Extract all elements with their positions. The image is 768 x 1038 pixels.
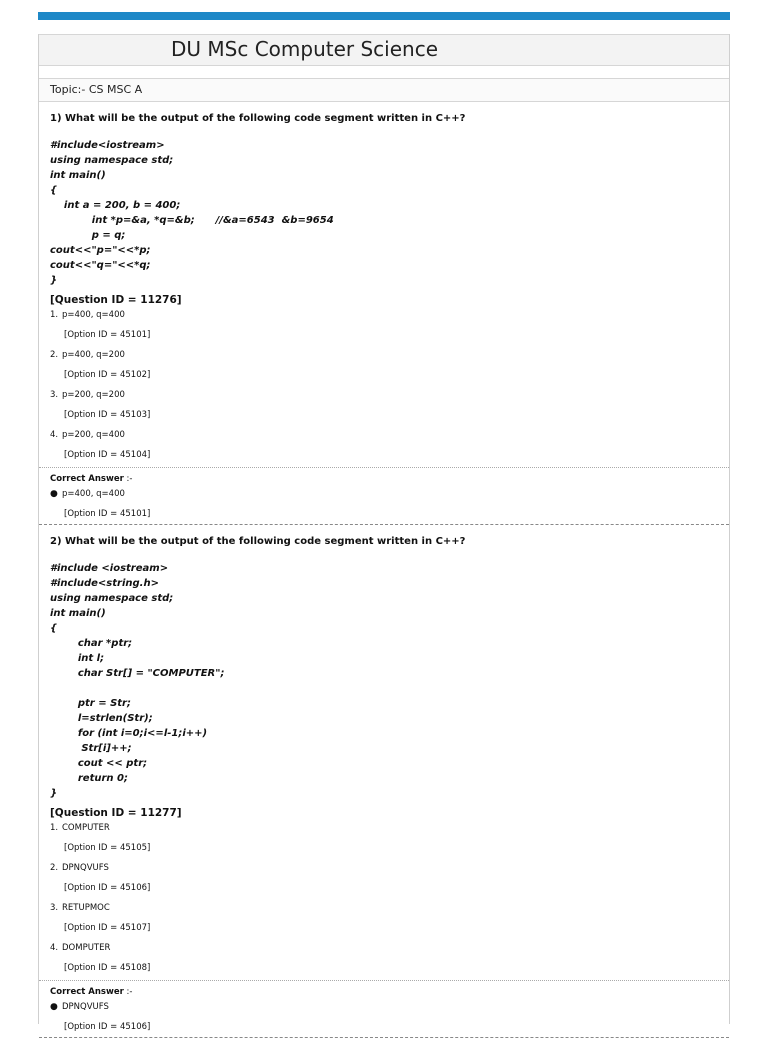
spacer — [39, 66, 729, 79]
answer-label-suffix: :- — [123, 987, 133, 997]
option-number: 4. — [50, 430, 59, 440]
option-item — [50, 822, 719, 854]
correct-answer — [50, 1001, 719, 1013]
option-number: 3. — [50, 390, 59, 400]
option-id: [Option ID = 45101] — [64, 330, 151, 340]
option-item — [50, 309, 719, 341]
option-item — [50, 862, 719, 894]
option-text: COMPUTER — [62, 823, 110, 833]
code-block: #include <iostream> #include<string.h> using namespace std; int main() { char *ptr; int l; char Str[] = "COMPUTER"; ptr = Str; l=strlen(Str); for (int i=0;i<=l-1;i++) Str[i]++; cout << ptr; return 0; } — [50, 563, 225, 799]
option-item — [50, 942, 719, 974]
correct-answer-option-id: [Option ID = 45106] — [64, 1022, 151, 1032]
divider — [39, 980, 729, 981]
question-heading: 1) What will be the output of the following code segment written in C++? — [50, 113, 466, 124]
option-list — [50, 822, 719, 974]
option-text: DOMPUTER — [62, 943, 111, 953]
bullet-icon: ● — [50, 1002, 58, 1012]
option-text: DPNQVUFS — [62, 863, 109, 873]
correct-answer-label — [50, 473, 719, 485]
correct-answer-label — [50, 986, 719, 998]
option-id: [Option ID = 45105] — [64, 843, 151, 853]
bullet-icon: ● — [50, 489, 58, 499]
option-id: [Option ID = 45103] — [64, 410, 151, 420]
option-item — [50, 349, 719, 381]
question-id: [Question ID = 11276] — [50, 294, 182, 306]
option-number: 1. — [50, 823, 59, 833]
top-accent-bar — [38, 12, 730, 20]
question-heading: 2) What will be the output of the following code segment written in C++? — [50, 536, 466, 547]
option-number: 3. — [50, 903, 59, 913]
question-sheet — [38, 34, 730, 1032]
question-separator — [39, 524, 729, 525]
correct-answer — [50, 488, 719, 500]
code-block: #include<iostream> using namespace std; int main() { int a = 200, b = 400; int *p=&a, *q=&b; //&a=6543 &b=9654 p = q; cout<<"p="<<*p; cout<<"q="<<*q; } — [50, 140, 334, 286]
option-text: RETUPMOC — [62, 903, 110, 913]
option-id: [Option ID = 45102] — [64, 370, 151, 380]
question-id: [Question ID = 11277] — [50, 807, 182, 819]
option-item — [50, 389, 719, 421]
option-id: [Option ID = 45107] — [64, 923, 151, 933]
option-number: 2. — [50, 863, 59, 873]
option-list — [50, 309, 719, 461]
option-id: [Option ID = 45106] — [64, 883, 151, 893]
option-id: [Option ID = 45104] — [64, 450, 151, 460]
option-number: 4. — [50, 943, 59, 953]
correct-answer-option-id: [Option ID = 45101] — [64, 509, 151, 519]
page-title: DU MSc Computer Science — [171, 37, 439, 61]
option-number: 2. — [50, 350, 59, 360]
topic-label: Topic:- CS MSC A — [39, 79, 729, 102]
option-item — [50, 429, 719, 461]
option-text: p=400, q=200 — [62, 350, 125, 360]
option-text: p=200, q=200 — [62, 390, 125, 400]
option-item — [50, 902, 719, 934]
option-id: [Option ID = 45108] — [64, 963, 151, 973]
option-text: p=400, q=400 — [62, 310, 125, 320]
answer-label-suffix: :- — [123, 474, 133, 484]
question-block — [39, 112, 729, 525]
answer-label-text: Correct Answer — [50, 987, 124, 997]
option-text: p=200, q=400 — [62, 430, 125, 440]
answer-label-text: Correct Answer — [50, 474, 124, 484]
option-number: 1. — [50, 310, 59, 320]
title-bar — [39, 34, 729, 66]
correct-answer-text: DPNQVUFS — [62, 1002, 109, 1012]
correct-answer-text: p=400, q=400 — [62, 489, 125, 499]
question-block — [39, 535, 729, 1038]
divider — [39, 467, 729, 468]
